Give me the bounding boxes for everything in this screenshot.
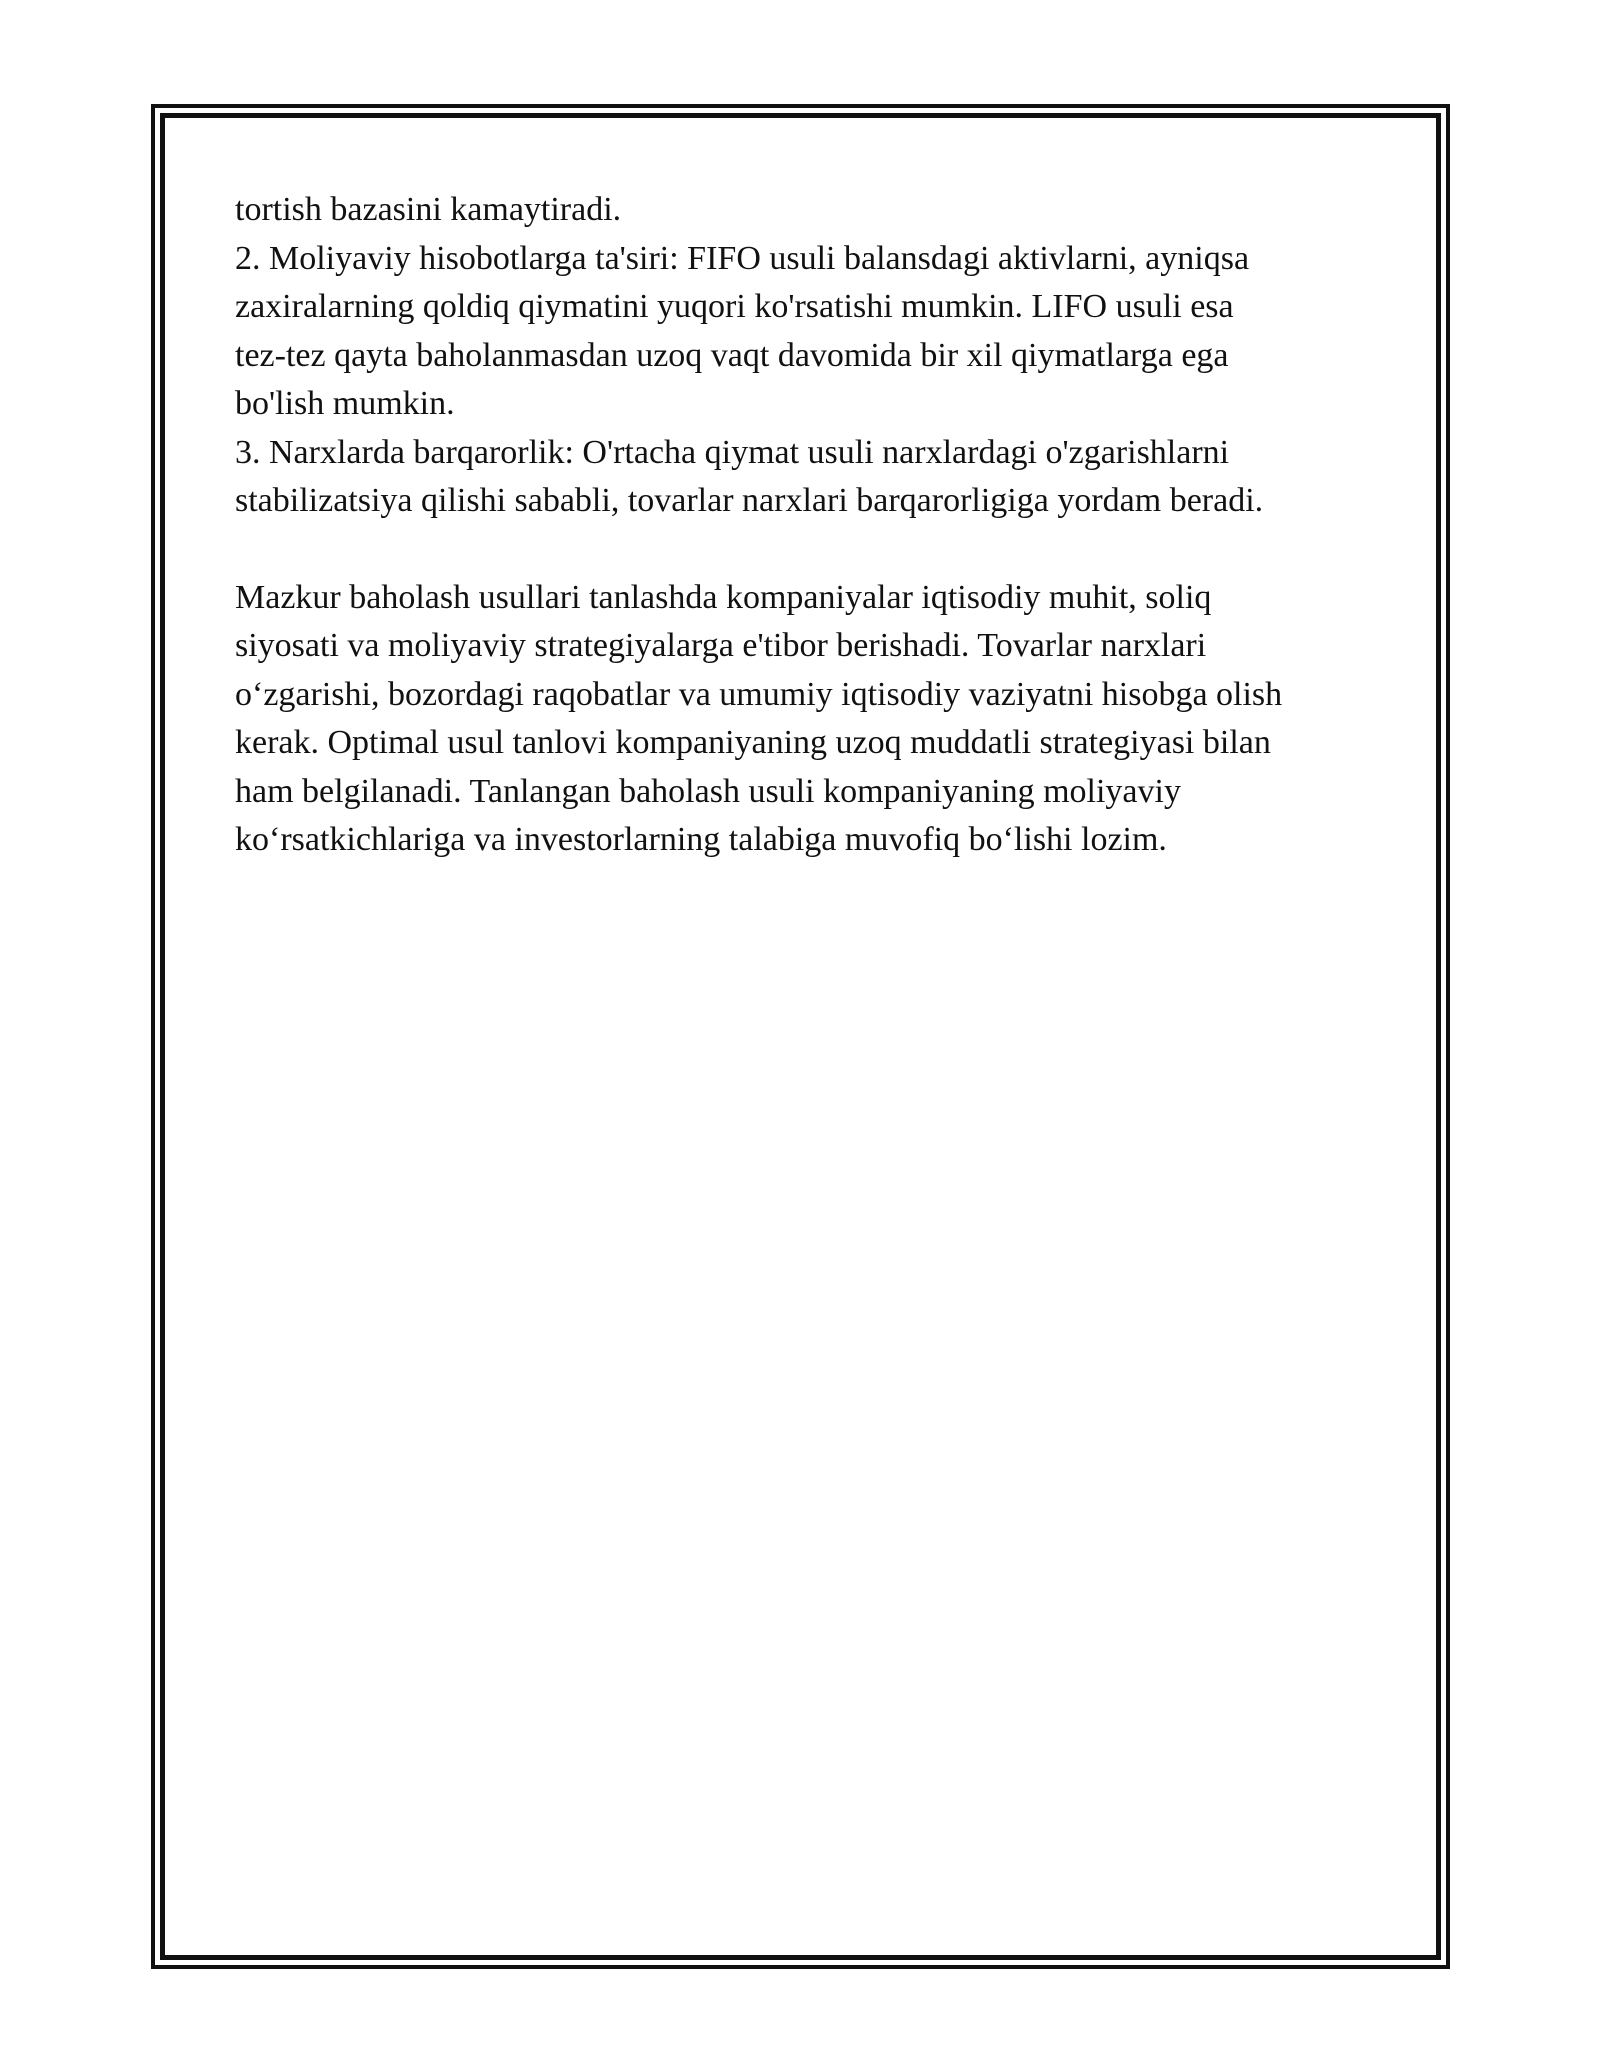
text-line: stabilizatsiya qilishi sababli, tovarlar narxlari barqarorligiga yordam beradi. xyxy=(235,482,1264,519)
list-item-financial-reports: 2. Moliyaviy hisobotlarga ta'siri: FIFO usuli balansdagi aktivlarni, ayniqsa xyxy=(235,239,1250,277)
text-line: o‘zgarishi, bozordagi raqobatlar va umumiy iqtisodiy vaziyatni hisobga olish xyxy=(235,675,1283,713)
text-line: bo'lish mumkin. xyxy=(235,385,455,422)
paragraph-continuation-list xyxy=(235,186,1385,526)
text-line: tez-tez qayta baholanmasdan uzoq vaqt davomida bir xil qiymatlarga ega xyxy=(235,336,1229,374)
text-line: ko‘rsatkichlariga va investorlarning talabiga muvofiq bo‘lishi lozim. xyxy=(235,821,1167,858)
text-line: zaxiralarning qoldiq qiymatini yuqori ko'rsatishi mumkin. LIFO usuli esa xyxy=(235,288,1234,325)
text-line: kerak. Optimal usul tanlovi kompaniyaning uzoq muddatli strategiyasi bilan xyxy=(235,724,1271,761)
text-line: Mazkur baholash usullari tanlashda kompaniyalar iqtisodiy muhit, soliq xyxy=(235,578,1212,616)
paragraph-spacer xyxy=(235,526,1385,574)
paragraph-conclusion xyxy=(235,574,1385,865)
text-line: siyosati va moliyaviy strategiyalarga e'tibor berishadi. Tovarlar narxlari xyxy=(235,627,1207,664)
text-line: ham belgilanadi. Tanlangan baholash usuli kompaniyaning moliyaviy xyxy=(235,772,1181,810)
document-body xyxy=(235,186,1385,865)
text-line: tortish bazasini kamaytiradi. xyxy=(235,191,622,228)
list-item-price-stability: 3. Narxlarda barqarorlik: O'rtacha qiymat usuli narxlardagi o'zgarishlarni xyxy=(235,433,1230,471)
